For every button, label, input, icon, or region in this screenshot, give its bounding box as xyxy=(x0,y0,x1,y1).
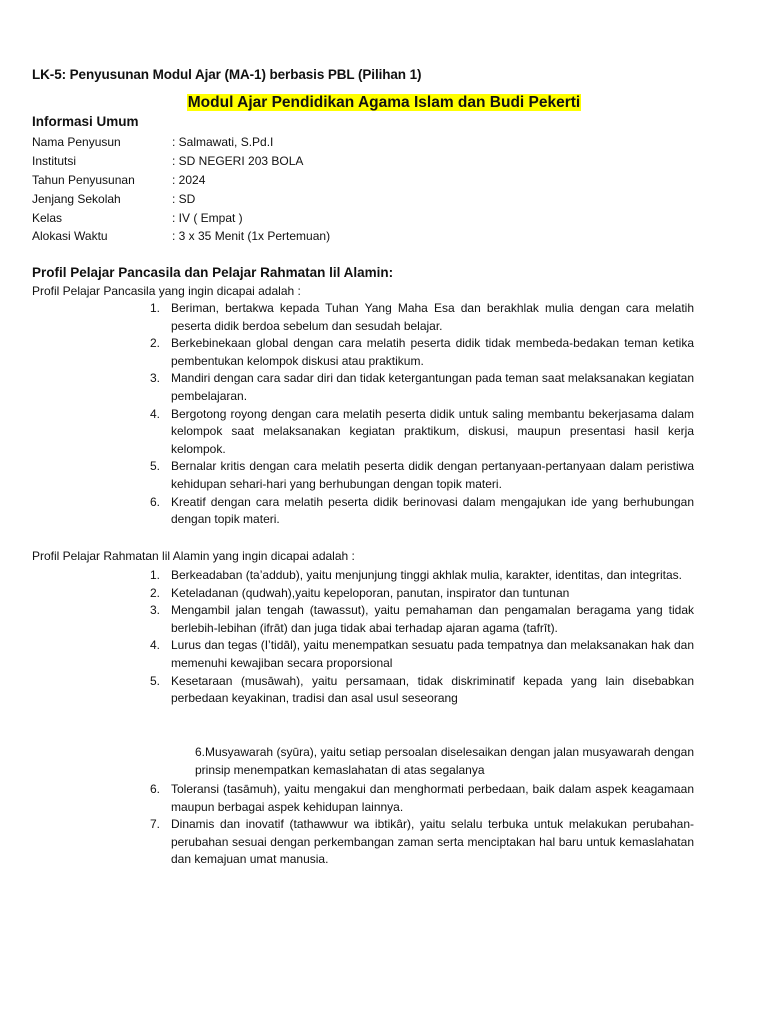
info-label: Alokasi Waktu xyxy=(32,229,108,244)
item-number: 3. xyxy=(150,371,161,386)
list-item xyxy=(150,370,694,405)
item-text: Keteladanan (qudwah),yaitu kepeloporan, panutan, inspirator dan tuntunan xyxy=(171,585,570,600)
lk-title: LK-5: Penyusunan Modul Ajar (MA-1) berbasis PBL (Pilihan 1) xyxy=(32,67,422,82)
list-item xyxy=(150,637,694,672)
info-row xyxy=(32,189,330,208)
info-row xyxy=(32,208,330,227)
info-row xyxy=(32,133,330,152)
item-number: 3. xyxy=(150,603,161,618)
informasi-umum-heading: Informasi Umum xyxy=(32,114,139,129)
list-item xyxy=(150,406,694,459)
pancasila-intro: Profil Pelajar Pancasila yang ingin dicapai adalah : xyxy=(32,284,301,298)
main-title-highlight: Modul Ajar Pendidikan Agama Islam dan Budi Pekerti xyxy=(187,94,581,111)
item-number: 2. xyxy=(150,585,161,600)
info-table xyxy=(32,133,330,246)
rahmatan-list-continued xyxy=(150,781,694,869)
item-number: 7. xyxy=(150,817,161,832)
info-label: Jenjang Sekolah xyxy=(32,191,121,206)
item-text: Toleransi (tasāmuh), yaitu mengakui dan menghormati perbedaan, baik dalam aspek keagamaan maupun berbagai aspek kehidupan lainnya. xyxy=(171,782,694,814)
item-number: 4. xyxy=(150,406,161,421)
pancasila-list xyxy=(150,300,694,529)
list-item xyxy=(150,458,694,493)
item-text: Berkebinekaan global dengan cara melatih peserta didik tidak membeda-bedakan teman ketika pembentukan kelompok diskusi atau praktikum. xyxy=(171,336,694,368)
info-value: : SD NEGERI 203 BOLA xyxy=(172,154,304,169)
list-item xyxy=(150,781,694,816)
list-item xyxy=(150,816,694,869)
item-text: Berkeadaban (ta’addub), yaitu menjunjung tinggi akhlak mulia, karakter, identitas, dan integritas. xyxy=(171,568,682,582)
item-text: Bergotong royong dengan cara melatih peserta didik untuk saling membantu bekerjasama dalam kelompok saat melaksanakan kegiatan praktikum, diskusi, maupun presentasi hasil kerja kelompok. xyxy=(171,406,694,456)
info-label: Tahun Penyusunan xyxy=(32,172,135,187)
item-text: Lurus dan tegas (I’tidāl), yaitu menempatkan sesuatu pada tempatnya dan melaksanakan hak dan memenuhi kewajiban secara proporsional xyxy=(171,638,694,670)
info-label: Nama Penyusun xyxy=(32,135,121,150)
item-text: Dinamis dan inovatif (tathawwur wa ibtikâr), yaitu selalu terbuka untuk melakukan perubahan-perubahan sesuai dengan perkembangan zaman serta menciptakan hal baru untuk kemaslahatan dan kemajuan umat manusia. xyxy=(171,817,694,867)
item-number: 6. xyxy=(150,782,161,796)
item-number: 2. xyxy=(150,336,161,351)
list-item xyxy=(150,567,694,585)
musyawarah-item: 6.Musyawarah (syūra), yaitu setiap persoalan diselesaikan dengan jalan musyawarah dengan prinsip menempatkan kemaslahatan di atas segalanya xyxy=(195,745,694,777)
list-item xyxy=(150,673,694,708)
item-number: 5. xyxy=(150,673,161,688)
info-value: : IV ( Empat ) xyxy=(172,210,243,225)
info-row xyxy=(32,227,330,246)
rahmatan-list xyxy=(150,567,694,708)
list-item xyxy=(150,335,694,370)
item-number: 1. xyxy=(150,568,161,582)
info-value: : SD xyxy=(172,191,196,206)
main-title xyxy=(0,94,768,112)
info-row xyxy=(32,152,330,171)
rahmatan-intro: Profil Pelajar Rahmatan lil Alamin yang ingin dicapai adalah : xyxy=(32,549,355,563)
item-text: Kesetaraan (musāwah), yaitu persamaan, tidak diskriminatif kepada yang lain disebabkan perbedaan keyakinan, tradisi dan asal usul seseorang xyxy=(171,673,694,706)
item-text: Kreatif dengan cara melatih peserta didik berinovasi dalam mengajukan ide yang berhubungan dengan topik materi. xyxy=(171,494,694,527)
list-item xyxy=(150,602,694,637)
info-label: Institutsi xyxy=(32,154,77,169)
profil-heading: Profil Pelajar Pancasila dan Pelajar Rahmatan lil Alamin: xyxy=(32,265,394,280)
item-number: 5. xyxy=(150,459,161,474)
item-number: 1. xyxy=(150,301,161,315)
info-value: : 2024 xyxy=(172,172,206,187)
item-number: 4. xyxy=(150,638,161,653)
info-value: : 3 x 35 Menit (1x Pertemuan) xyxy=(172,229,331,244)
item-text: Beriman, bertakwa kepada Tuhan Yang Maha Esa dan berakhlak mulia dengan cara melatih peserta didik berdoa sebelum dan sesudah belajar. xyxy=(171,301,694,333)
list-item xyxy=(150,300,694,335)
item-number: 6. xyxy=(150,494,161,509)
item-text: Mandiri dengan cara sadar diri dan tidak ketergantungan pada teman saat melaksanakan kegiatan pembelajaran. xyxy=(171,371,695,403)
item-text: Bernalar kritis dengan cara melatih peserta didik dengan pertanyaan-pertanyaan dalam peristiwa kehidupan sehari-hari yang berhubungan dengan topik materi. xyxy=(171,459,694,491)
item-text: Mengambil jalan tengah (tawassut), yaitu pemahaman dan pengamalan beragama yang tidak berlebih-lebihan (ifrāt) dan juga tidak abai terhadap ajaran agama (tafrīt). xyxy=(171,603,694,635)
list-item xyxy=(150,585,694,603)
info-label: Kelas xyxy=(32,210,63,225)
info-value: : Salmawati, S.Pd.I xyxy=(172,135,274,150)
info-row xyxy=(32,171,330,190)
list-item xyxy=(150,494,694,529)
